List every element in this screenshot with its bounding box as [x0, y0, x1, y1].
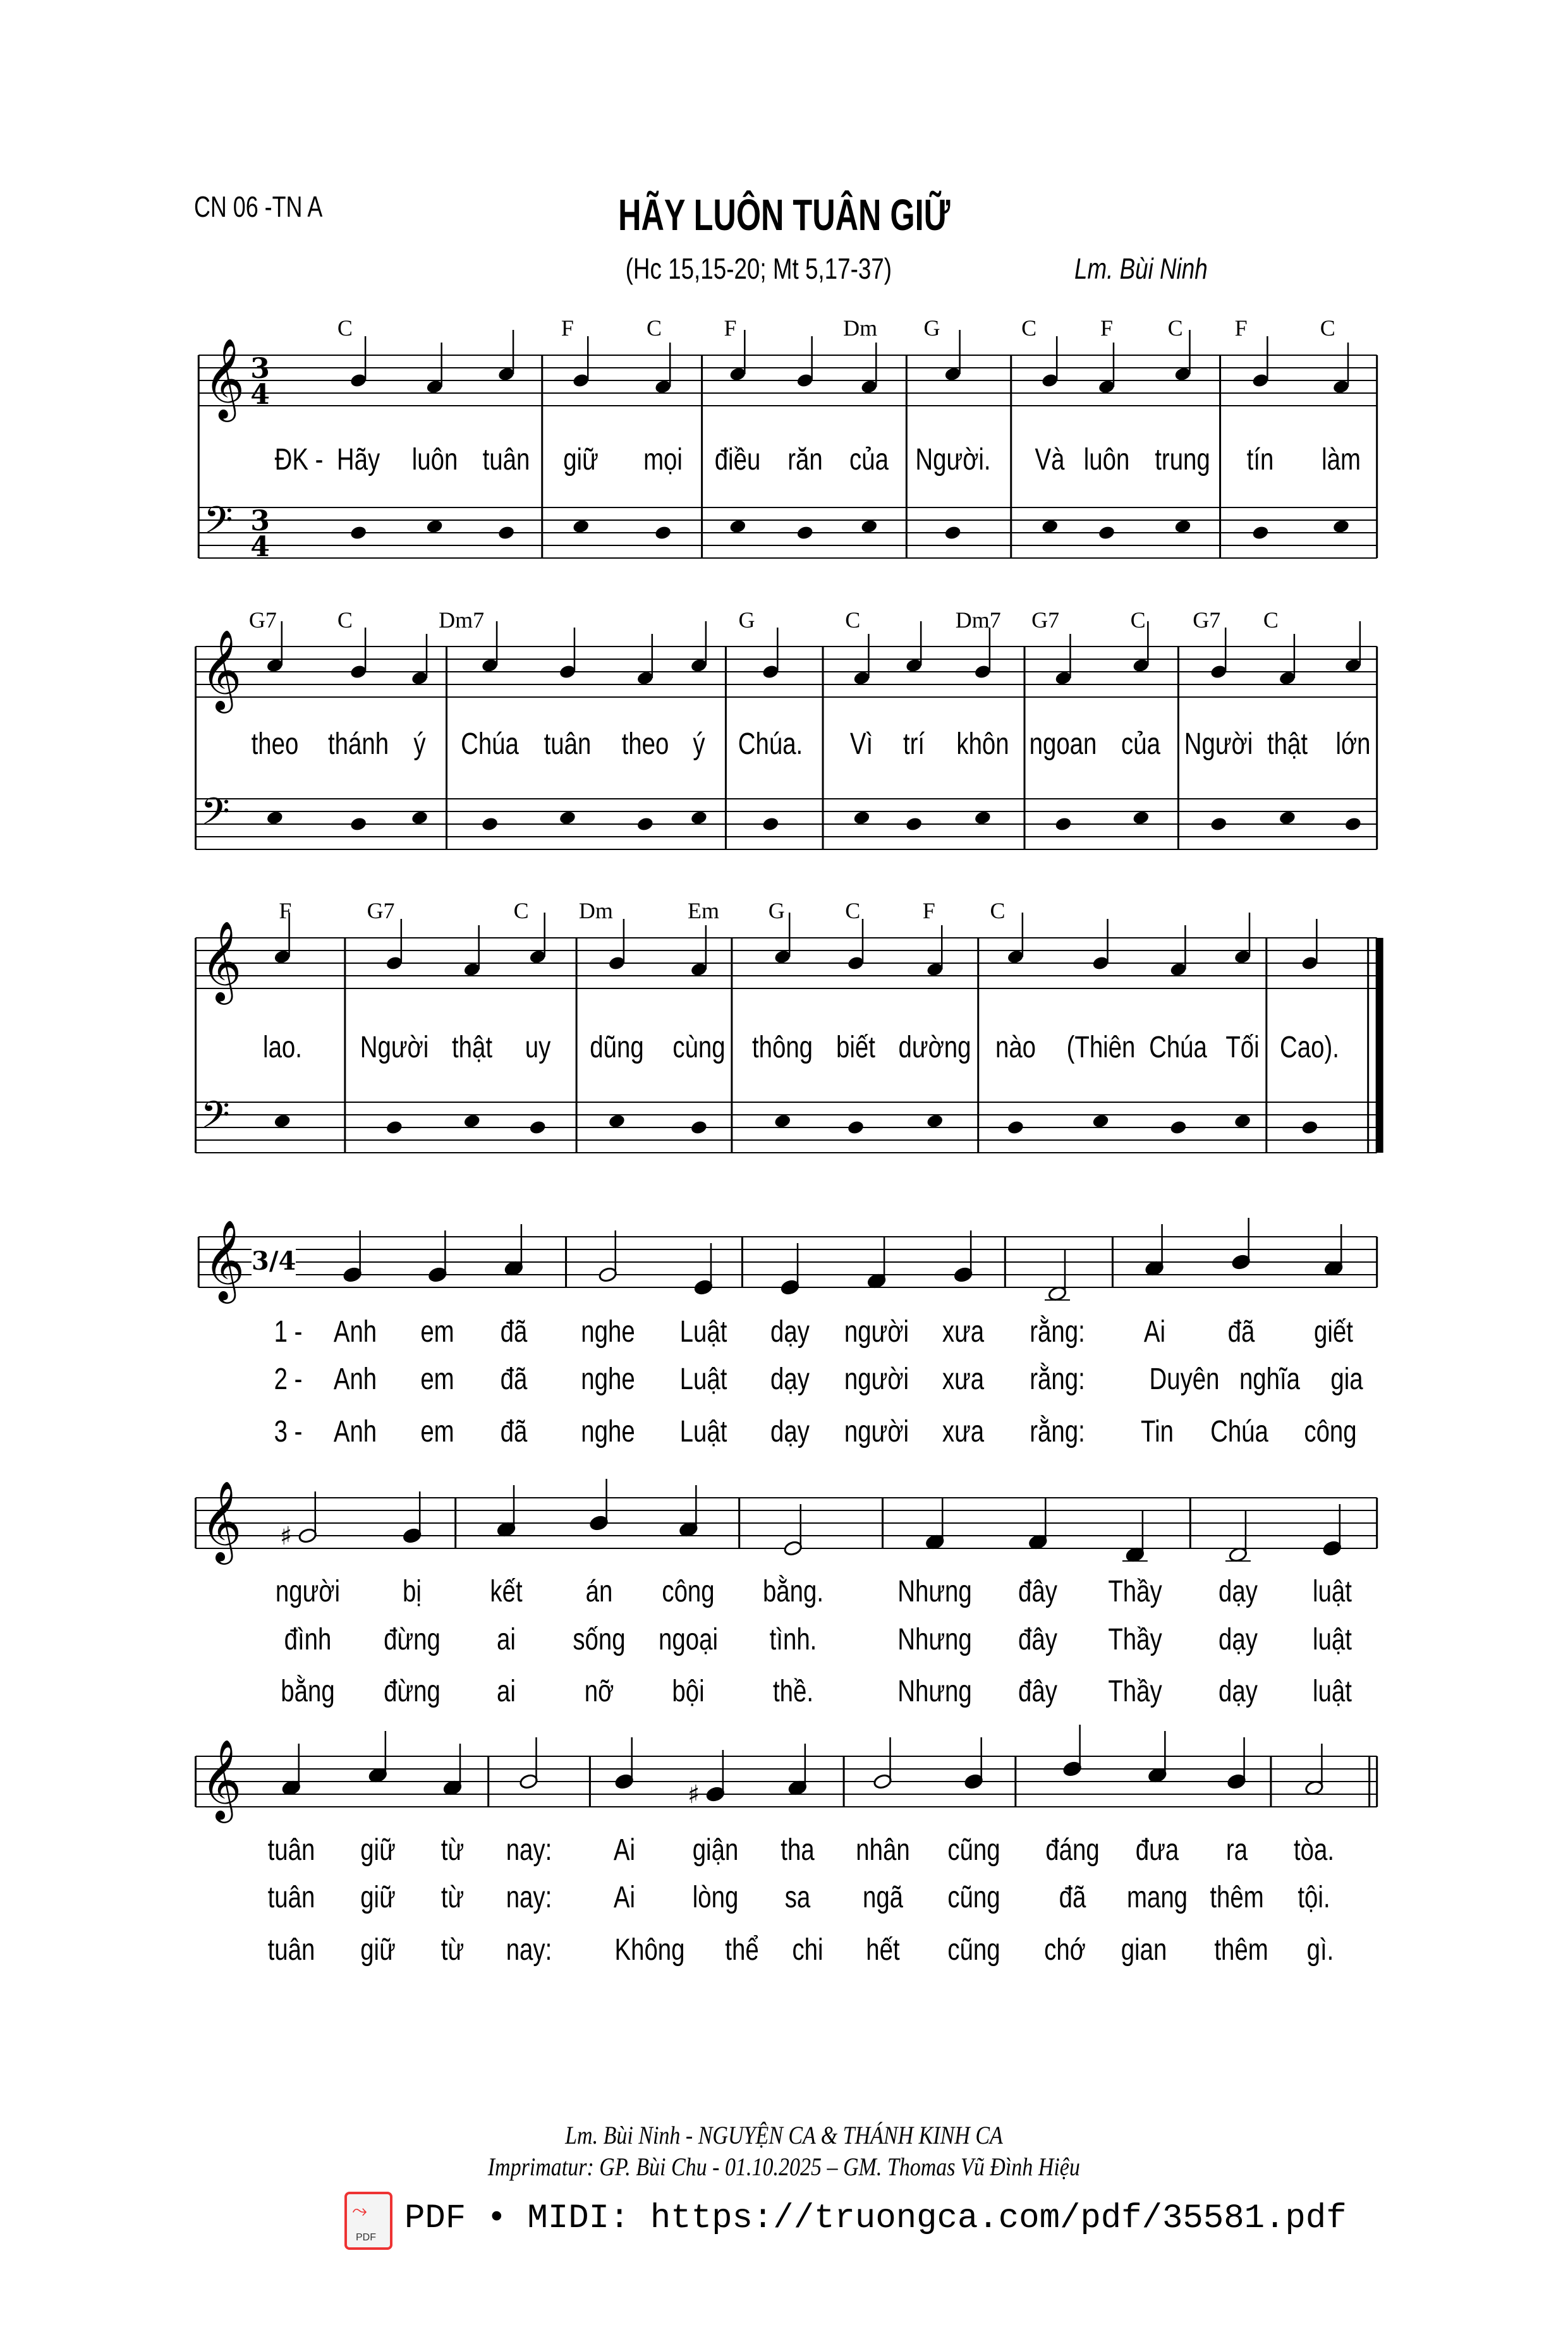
lyric-syllable: chớ — [1043, 1933, 1086, 1967]
notehead — [944, 525, 962, 540]
chord-symbol: C — [337, 607, 353, 633]
sharp-icon: ♯ — [279, 1522, 293, 1551]
lyric-syllable: 1 - — [274, 1315, 303, 1349]
notehead — [706, 1786, 726, 1802]
bass-clef-icon: 𝄢 — [200, 789, 230, 842]
lyric-syllable: lao. — [262, 1031, 302, 1064]
footer-imprimatur — [0, 2152, 1568, 2182]
notehead — [783, 1540, 803, 1557]
notehead — [463, 1113, 481, 1129]
notehead — [1344, 816, 1363, 832]
notehead — [265, 810, 284, 825]
lyric-syllable: nào — [995, 1031, 1036, 1064]
notehead — [403, 1527, 422, 1544]
lyric-syllable: Thầy — [1108, 1675, 1162, 1708]
notehead — [273, 1113, 291, 1129]
lyric-syllable: thêm — [1213, 1933, 1268, 1967]
lyric-syllable: tuân — [267, 1933, 315, 1967]
lyric-syllable: Người — [360, 1031, 429, 1064]
notehead — [614, 1773, 634, 1790]
lyric-syllable: rằng: — [1030, 1363, 1085, 1396]
notehead — [1251, 525, 1270, 540]
lyric-syllable: Luật — [679, 1363, 727, 1396]
notehead — [853, 810, 871, 825]
lyric-syllable: Thầy — [1108, 1623, 1162, 1656]
chord-symbol: F — [1234, 315, 1248, 341]
lyric-syllable: răn — [787, 443, 823, 477]
lyric-syllable: Tin — [1141, 1415, 1174, 1448]
lyric-syllable: Không — [614, 1933, 685, 1967]
notehead — [497, 525, 516, 540]
treble-clef-icon: 𝄞 — [200, 1480, 242, 1561]
notehead — [589, 1515, 609, 1531]
lyric-syllable: giữ — [360, 1833, 396, 1867]
treble-clef-icon: 𝄞 — [200, 920, 242, 1001]
treble-clef-icon: 𝄞 — [200, 1739, 242, 1819]
lyric-syllable: đây — [1018, 1575, 1058, 1608]
time-signature-top: 3 — [250, 353, 270, 385]
lyric-syllable: tuân — [482, 443, 530, 477]
lyric-syllable: giữ — [360, 1933, 396, 1967]
notehead — [694, 1279, 714, 1296]
lyric-syllable: Vì — [850, 727, 873, 761]
notehead — [796, 525, 814, 540]
lyric-syllable: nghe — [581, 1415, 635, 1448]
chord-symbol: F — [922, 898, 935, 923]
lyric-syllable: Ai — [1143, 1315, 1165, 1349]
lyric-syllable: hết — [865, 1933, 900, 1967]
time-signature-bottom: 4 — [250, 379, 270, 411]
notehead — [1210, 816, 1228, 832]
lyric-syllable: từ — [441, 1933, 465, 1967]
lyric-syllable: Thầy — [1108, 1575, 1162, 1608]
lyric-syllable: giết — [1314, 1315, 1354, 1349]
final-barline — [1376, 938, 1383, 1153]
lyric-syllable: nỡ — [584, 1675, 614, 1708]
notehead — [1332, 518, 1351, 534]
lyric-syllable: nhân — [855, 1833, 910, 1867]
lyric-syllable: người — [275, 1575, 340, 1608]
footer-credit-text: Lm. Bùi Ninh - NGUYỆN CA & THÁNH KINH CA — [565, 2121, 1003, 2149]
lyric-syllable: ra — [1225, 1833, 1248, 1867]
lyric-syllable: Và — [1035, 443, 1065, 477]
notehead — [385, 1119, 403, 1135]
notehead — [608, 1113, 626, 1129]
lyric-syllable: ai — [497, 1675, 516, 1708]
footer-credit — [0, 2120, 1568, 2150]
notehead — [774, 1113, 792, 1129]
lyric-syllable: thật — [1267, 727, 1308, 761]
notehead — [1279, 810, 1297, 825]
notehead — [636, 816, 654, 832]
notehead — [729, 518, 747, 534]
notehead — [1323, 1540, 1342, 1557]
lyric-syllable: công — [662, 1575, 715, 1608]
footer-imprimatur-text: Imprimatur: GP. Bùi Chu - 01.10.2025 – GM. Thomas Vũ Đình Hiệu — [487, 2153, 1081, 2181]
lyric-syllable: theo — [251, 727, 299, 761]
lyric-syllable: nghe — [581, 1363, 635, 1396]
notehead — [860, 518, 878, 534]
lyric-syllable: đã — [1059, 1881, 1086, 1914]
lyric-syllable: xưa — [942, 1315, 985, 1349]
lyric-syllable: Duyên — [1149, 1363, 1220, 1396]
chord-symbol: F — [1100, 315, 1113, 341]
lyric-syllable: từ — [441, 1881, 465, 1914]
lyric-syllable: (Thiên — [1066, 1031, 1135, 1064]
notehead — [349, 525, 368, 540]
notehead — [572, 518, 590, 534]
lyric-syllable: Luật — [679, 1415, 727, 1448]
lyric-syllable: gia — [1330, 1363, 1364, 1396]
notehead — [847, 1119, 865, 1135]
time-signature-bottom: 4 — [250, 531, 270, 563]
lyric-syllable: 2 - — [274, 1363, 303, 1396]
lyric-syllable: giữ — [563, 443, 599, 477]
lyric-syllable: Ai — [613, 1833, 635, 1867]
lyric-syllable: xưa — [942, 1415, 985, 1448]
lyric-syllable: lòng — [692, 1881, 739, 1914]
time-signature-top: 3 — [250, 505, 270, 537]
chord-symbol: C — [1320, 315, 1335, 341]
lyric-syllable: chi — [792, 1933, 824, 1967]
lyric-syllable: ý — [413, 727, 426, 761]
lyric-syllable: của — [1121, 727, 1161, 761]
chord-symbol: C — [337, 315, 353, 341]
lyric-syllable: tội. — [1298, 1881, 1331, 1914]
notehead — [762, 816, 780, 832]
lyric-syllable: luật — [1312, 1623, 1352, 1656]
lyric-syllable: tình. — [769, 1623, 817, 1656]
lyric-syllable: đáng — [1045, 1833, 1100, 1867]
lyric-syllable: ai — [497, 1623, 516, 1656]
lyric-syllable: dạy — [1218, 1575, 1258, 1608]
notehead — [559, 810, 577, 825]
notehead — [343, 1266, 362, 1283]
lyric-syllable: thêm — [1209, 1881, 1264, 1914]
lyric-syllable: nghe — [581, 1315, 635, 1349]
lyric-syllable: nay: — [506, 1933, 552, 1967]
lyric-syllable: nay: — [506, 1833, 552, 1867]
lyric-syllable: điều — [715, 443, 761, 477]
lyric-syllable: cũng — [947, 1881, 1000, 1914]
lyric-syllable: dạy — [770, 1363, 810, 1396]
lyric-syllable: người — [844, 1363, 909, 1396]
chord-symbol: C — [845, 607, 861, 633]
notehead — [905, 816, 923, 832]
pdf-icon[interactable] — [344, 2192, 392, 2250]
lyric-syllable: giận — [692, 1833, 739, 1867]
lyric-syllable: Anh — [334, 1315, 377, 1349]
lyric-syllable: tòa. — [1294, 1833, 1335, 1867]
notehead — [519, 1773, 538, 1790]
lyric-syllable: nghĩa — [1239, 1363, 1300, 1396]
chord-symbol: G — [738, 607, 755, 633]
notehead — [973, 810, 992, 825]
chord-symbol: Dm7 — [955, 607, 1001, 633]
notehead — [1169, 1119, 1188, 1135]
treble-clef-icon: 𝄞 — [204, 1219, 245, 1300]
notehead — [690, 1119, 708, 1135]
lyric-syllable: uy — [525, 1031, 550, 1064]
lyric-syllable: luật — [1312, 1575, 1352, 1608]
notehead — [654, 525, 672, 540]
lyric-syllable: gian — [1121, 1933, 1167, 1967]
chord-symbol: Dm7 — [439, 607, 485, 633]
notehead — [954, 1266, 973, 1283]
lyric-syllable: đây — [1018, 1623, 1058, 1656]
lyric-syllable: đừng — [384, 1623, 441, 1656]
lyric-syllable: đưa — [1136, 1833, 1179, 1867]
lyric-syllable: lớn — [1335, 727, 1371, 761]
lyric-syllable: Chúa — [1210, 1415, 1269, 1448]
notehead — [781, 1279, 800, 1296]
lyric-syllable: sa — [784, 1881, 811, 1914]
lyric-syllable: làm — [1322, 443, 1361, 477]
chord-symbol: G7 — [248, 607, 277, 633]
notehead — [428, 1266, 447, 1283]
lyric-syllable: bội — [672, 1675, 705, 1708]
lyric-syllable: dạy — [1218, 1623, 1258, 1656]
lyric-syllable: Tối — [1225, 1031, 1260, 1064]
lyric-syllable: dạy — [1218, 1675, 1258, 1708]
lyric-syllable: ngã — [862, 1881, 903, 1914]
chord-symbol: C — [513, 898, 529, 923]
lyric-syllable: mọi — [643, 443, 683, 477]
lyric-syllable: rằng: — [1030, 1315, 1085, 1349]
notehead — [1091, 1113, 1110, 1129]
chord-symbol: G — [768, 898, 785, 923]
lyric-syllable: Chúa — [461, 727, 519, 761]
song-title-text: HÃY LUÔN TUÂN GIỮ — [617, 190, 951, 240]
lyric-syllable: đã — [1227, 1315, 1255, 1349]
lyric-syllable: gì. — [1306, 1933, 1334, 1967]
lyric-syllable: dũng — [590, 1031, 644, 1064]
lyric-syllable: dạy — [770, 1415, 810, 1448]
notehead — [873, 1773, 892, 1790]
lyric-syllable: đình — [284, 1623, 332, 1656]
notehead — [425, 518, 444, 534]
lyric-syllable: trung — [1155, 443, 1211, 477]
lyric-syllable: Người — [1184, 727, 1253, 761]
lyric-syllable: Nhưng — [897, 1623, 972, 1656]
lyric-syllable: đã — [500, 1363, 528, 1396]
lyric-syllable: 3 - — [274, 1415, 303, 1448]
sharp-icon: ♯ — [687, 1780, 700, 1809]
chord-symbol: F — [279, 898, 292, 923]
notehead — [690, 810, 708, 825]
lyric-syllable: mang — [1127, 1881, 1188, 1914]
download-link[interactable]: PDF • MIDI: https://truongca.com/pdf/35581.pdf — [404, 2199, 1347, 2238]
lyric-syllable: cùng — [672, 1031, 726, 1064]
lyric-syllable: án — [585, 1575, 612, 1608]
lyric-syllable: xưa — [942, 1363, 985, 1396]
lyric-syllable: ý — [693, 727, 705, 761]
chord-symbol: Dm — [843, 315, 878, 341]
lyric-syllable: tuân — [267, 1881, 315, 1914]
lyric-syllable: đừng — [384, 1675, 441, 1708]
pdf-icon-label: PDF — [356, 2232, 376, 2243]
chord-symbol: C — [1130, 607, 1146, 633]
notehead — [481, 816, 499, 832]
lyric-syllable: sống — [572, 1623, 626, 1656]
chord-symbol: G — [923, 315, 940, 341]
treble-clef-icon: 𝄞 — [204, 337, 245, 418]
lyric-syllable: đã — [500, 1415, 528, 1448]
lyric-syllable: giữ — [360, 1881, 396, 1914]
lyric-syllable: luật — [1312, 1675, 1352, 1708]
lyric-syllable: dạy — [770, 1315, 810, 1349]
notehead — [1174, 518, 1192, 534]
bass-clef-icon: 𝄢 — [204, 498, 233, 551]
notehead — [1098, 525, 1116, 540]
chord-symbol: G7 — [367, 898, 395, 923]
lyric-syllable: nay: — [506, 1881, 552, 1914]
lyric-syllable: cũng — [947, 1833, 1000, 1867]
notehead — [598, 1266, 617, 1283]
liturgical-code: CN 06 -TN A — [194, 190, 323, 223]
composer: Lm. Bùi Ninh — [1074, 252, 1208, 285]
lyric-syllable: dường — [898, 1031, 971, 1064]
lyric-syllable: người — [844, 1415, 909, 1448]
lyric-syllable: thông — [752, 1031, 813, 1064]
lyric-syllable: Ai — [613, 1881, 635, 1914]
notehead — [1231, 1254, 1251, 1270]
lyric-syllable: trí — [903, 727, 925, 761]
treble-clef-icon: 𝄞 — [200, 629, 242, 710]
chord-symbol: C — [1167, 315, 1183, 341]
lyric-syllable: rằng: — [1030, 1415, 1085, 1448]
lyric-syllable: đây — [1018, 1675, 1058, 1708]
lyric-syllable: công — [1304, 1415, 1358, 1448]
lyric-syllable: luôn — [411, 443, 458, 477]
verse-time-signature: 3/4 — [252, 1242, 296, 1280]
notehead — [1234, 1113, 1252, 1129]
lyric-syllable: tuân — [544, 727, 592, 761]
notehead — [1041, 518, 1059, 534]
notehead — [964, 1773, 983, 1790]
chord-symbol: F — [561, 315, 574, 341]
notehead — [1132, 810, 1150, 825]
bass-clef-icon: 𝄢 — [200, 1093, 230, 1146]
lyric-syllable: Nhưng — [897, 1675, 972, 1708]
notehead — [1301, 1119, 1319, 1135]
notehead — [411, 810, 429, 825]
lyric-syllable: theo — [621, 727, 669, 761]
lyric-syllable: tín — [1247, 443, 1274, 477]
lyric-syllable: thể — [725, 1933, 760, 1967]
lyric-syllable: ĐK - — [274, 443, 323, 477]
lyric-syllable: Chúa — [1149, 1031, 1208, 1064]
lyric-syllable: em — [420, 1363, 455, 1396]
chord-symbol: Em — [687, 898, 719, 923]
lyric-syllable: Người. — [915, 443, 991, 477]
lyric-syllable: bị — [403, 1575, 422, 1608]
chord-symbol: C — [1021, 315, 1037, 341]
lyric-syllable: ngoại — [659, 1623, 719, 1656]
chord-symbol: G7 — [1193, 607, 1221, 633]
chord-symbol: G7 — [1031, 607, 1060, 633]
lyric-syllable: luôn — [1083, 443, 1130, 477]
lyric-syllable: Luật — [679, 1315, 727, 1349]
notehead — [926, 1113, 944, 1129]
chord-symbol: C — [845, 898, 861, 923]
lyric-syllable: khôn — [956, 727, 1009, 761]
notehead — [1062, 1761, 1082, 1777]
lyric-syllable: Cao). — [1280, 1031, 1340, 1064]
lyric-syllable: thề. — [772, 1675, 813, 1708]
lyric-syllable: em — [420, 1415, 455, 1448]
scripture-reference-text: (Hc 15,15-20; Mt 5,17-37) — [625, 252, 892, 285]
notehead — [1006, 1119, 1024, 1135]
lyric-syllable: em — [420, 1315, 455, 1349]
notehead — [1227, 1773, 1246, 1790]
chord-symbol: Dm — [578, 898, 613, 923]
lyric-syllable: của — [849, 443, 889, 477]
lyric-syllable: Chúa. — [738, 727, 803, 761]
notehead — [1054, 816, 1073, 832]
lyric-syllable: Anh — [334, 1415, 377, 1448]
notehead — [349, 816, 368, 832]
lyric-syllable: ngoan — [1030, 727, 1097, 761]
lyric-syllable: tuân — [267, 1833, 315, 1867]
lyric-syllable: bằng. — [762, 1575, 824, 1608]
lyric-syllable: biết — [836, 1031, 875, 1064]
lyric-syllable: tha — [781, 1833, 815, 1867]
lyric-syllable: người — [844, 1315, 909, 1349]
lyric-syllable: cũng — [947, 1933, 1000, 1967]
lyric-syllable: Hãy — [336, 443, 380, 477]
notehead — [298, 1527, 317, 1544]
lyric-syllable: từ — [441, 1833, 465, 1867]
lyric-syllable: thánh — [328, 727, 389, 761]
lyric-syllable: Nhưng — [897, 1575, 972, 1608]
lyric-syllable: kết — [490, 1575, 523, 1608]
lyric-syllable: Anh — [334, 1363, 377, 1396]
acrobat-glyph-icon: ⤳ — [352, 2201, 367, 2221]
notehead — [528, 1119, 547, 1135]
lyric-syllable: bằng — [281, 1675, 335, 1708]
chord-symbol: C — [646, 315, 662, 341]
lyric-syllable: thật — [451, 1031, 492, 1064]
lyric-syllable: đã — [500, 1315, 528, 1349]
chord-symbol: F — [724, 315, 737, 341]
chord-symbol: C — [1263, 607, 1279, 633]
chord-symbol: C — [990, 898, 1006, 923]
